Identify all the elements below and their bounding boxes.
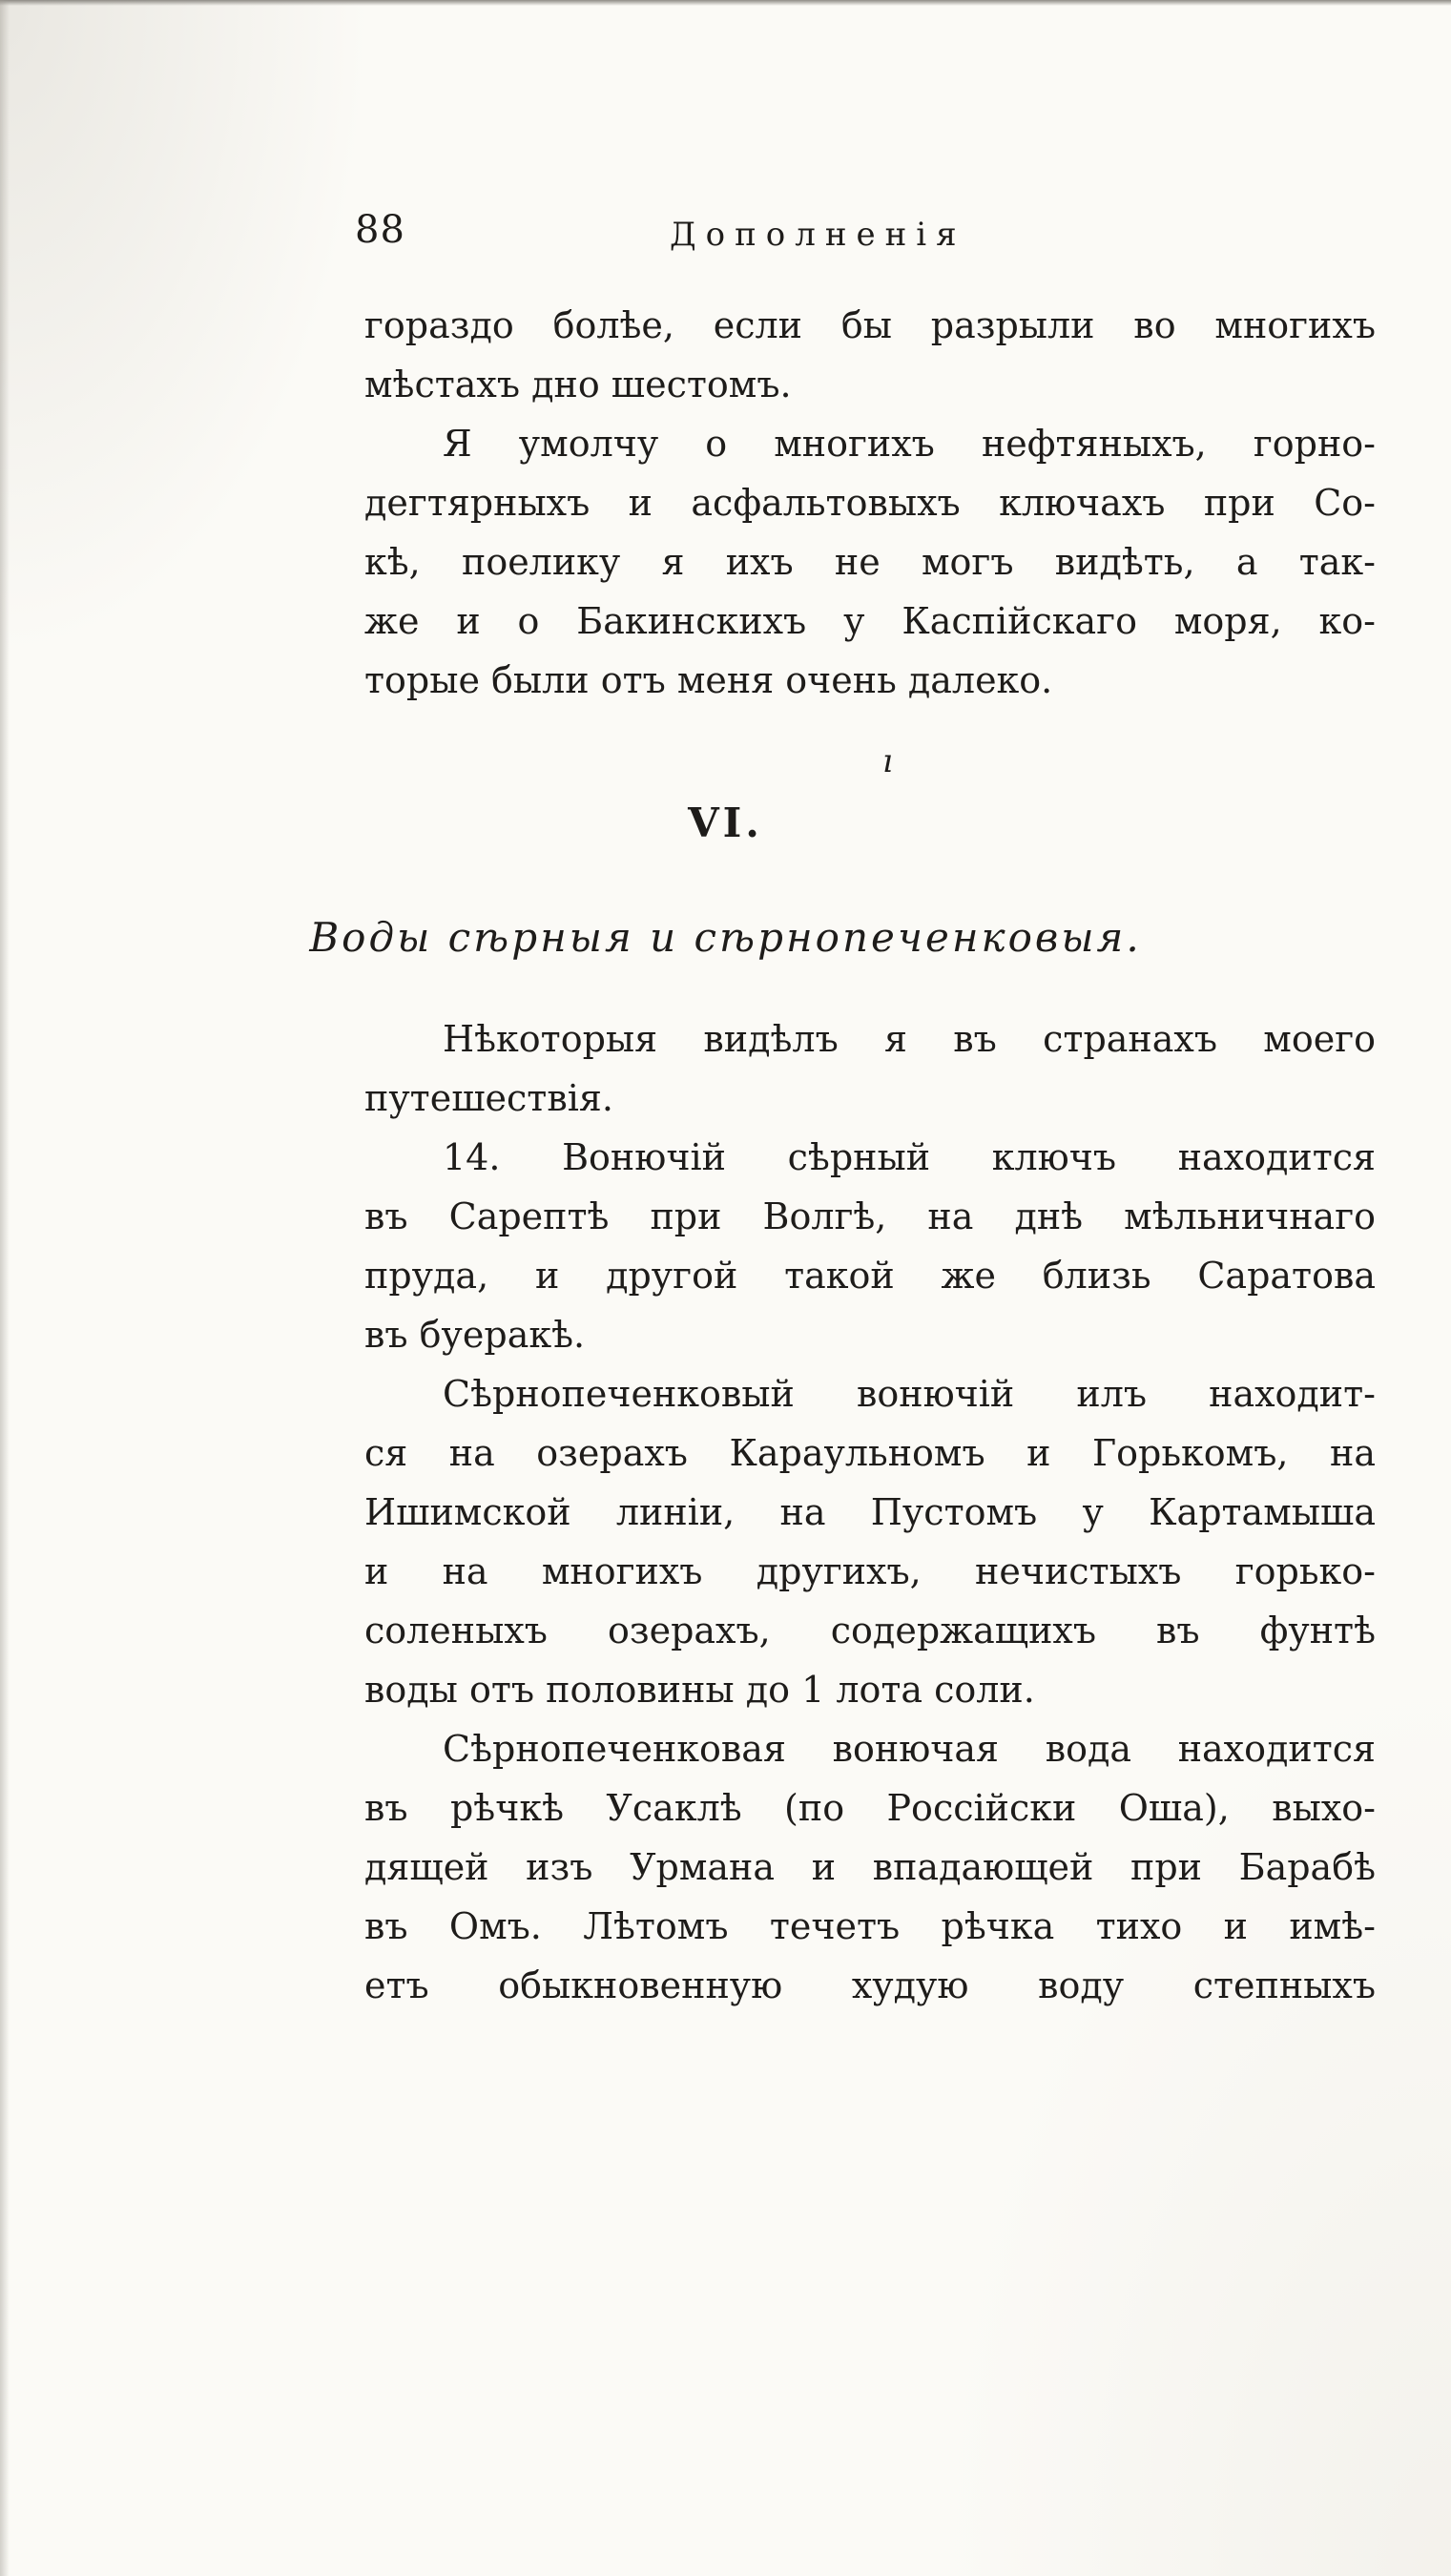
text-line: пруда, и другой такой же близь Саратова [364, 1255, 1376, 1297]
page-top-edge [0, 0, 1451, 6]
text-line: мѣстахъ дно шестомъ. [364, 364, 792, 405]
text-line: Сѣрнопеченковый вонючій илъ находит- [443, 1373, 1376, 1415]
text-block-bottom [364, 1009, 1376, 2015]
text-line: 14. Вонючій сѣрный ключъ находится [443, 1136, 1376, 1178]
text-line: соленыхъ озерахъ, содержащихъ въ фунтѣ [364, 1610, 1376, 1652]
text-line: путешествія. [364, 1077, 613, 1119]
text-line: Сѣрнопеченковая вонючая вода находится [443, 1728, 1376, 1770]
text-line: Я умолчу о многихъ нефтяныхъ, горно- [443, 423, 1376, 465]
text-line: дящей изъ Урмана и впадающей при Барабѣ [364, 1846, 1376, 1888]
text-line: етъ обыкновенную худую воду степныхъ [364, 1964, 1376, 2006]
text-line: ся на озерахъ Караульномъ и Горькомъ, на [364, 1432, 1376, 1474]
text-line: Нѣкоторыя видѣлъ я въ странахъ моего [443, 1018, 1376, 1060]
text-line: Ишимской линіи, на Пустомъ у Картамыша [364, 1491, 1376, 1533]
ink-mark: ı [882, 742, 893, 780]
text-line: и на многихъ другихъ, нечистыхъ горько- [364, 1550, 1376, 1592]
running-head: Дополненія [670, 216, 966, 254]
page-number: 88 [355, 208, 405, 252]
text-line: въ Омъ. Лѣтомъ течетъ рѣчка тихо и имѣ- [364, 1905, 1376, 1947]
text-line: въ Сарептѣ при Волгѣ, на днѣ мѣльничнаго [364, 1195, 1376, 1237]
section-number: VI. [688, 800, 763, 846]
text-line: же и о Бакинскихъ у Каспійскаго моря, ко- [364, 600, 1376, 642]
text-line: гораздо болѣе, если бы разрыли во многихъ [364, 304, 1376, 346]
text-line: кѣ, поелику я ихъ не могъ видѣть, а так- [364, 541, 1376, 583]
text-line: въ рѣчкѣ Усаклѣ (по Россійски Оша), выхо- [364, 1787, 1376, 1829]
page-left-edge [0, 0, 10, 2576]
section-title: Воды сѣрныя и сѣрнопеченковыя. [309, 914, 1142, 961]
text-line: торые были отъ меня очень далеко. [364, 659, 1053, 701]
text-block-top [364, 296, 1376, 710]
text-line: дегтярныхъ и асфальтовыхъ ключахъ при Со- [364, 482, 1376, 524]
page-header [355, 208, 1080, 265]
text-line: въ буеракѣ. [364, 1314, 586, 1356]
text-line: воды отъ половины до 1 лота соли. [364, 1669, 1035, 1711]
